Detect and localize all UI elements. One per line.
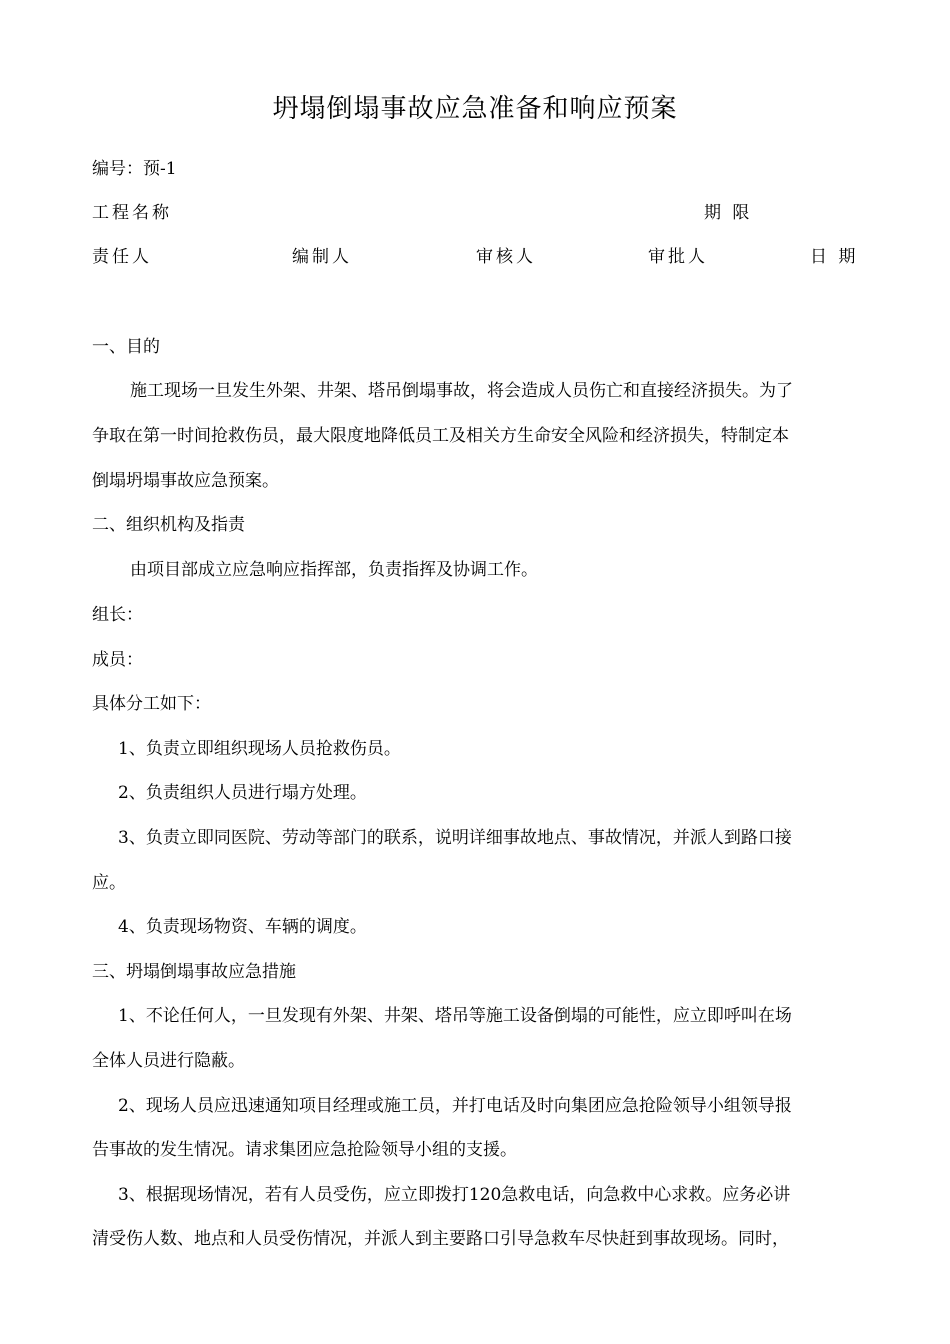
- responsible-label: 责任人: [92, 247, 152, 267]
- compiler-label: 编制人: [292, 247, 352, 267]
- paragraph-line: 由项目部成立应急响应指挥部，负责指挥及协调工作。: [130, 560, 538, 580]
- document-number: 编号：预-1: [92, 159, 177, 179]
- division-label: 具体分工如下：: [92, 694, 211, 714]
- list-item-continuation: 告事故的发生情况。请求集团应急抢险领导小组的支援。: [92, 1140, 517, 1160]
- list-item: 1、负责立即组织现场人员抢救伤员。: [118, 739, 401, 759]
- list-item-continuation: 全体人员进行隐蔽。: [92, 1051, 245, 1071]
- list-item-continuation: 应。: [92, 873, 126, 893]
- approver-label: 审批人: [648, 247, 708, 267]
- date-label: 日 期: [810, 247, 859, 267]
- section-heading-purpose: 一、目的: [92, 337, 160, 357]
- section-heading-organization: 二、组织机构及指责: [92, 515, 245, 535]
- section-heading-measures: 三、坍塌倒塌事故应急措施: [92, 962, 296, 982]
- document-title: 坍塌倒塌事故应急准备和响应预案: [272, 94, 678, 124]
- list-item: 1、不论任何人，一旦发现有外架、井架、塔吊等施工设备倒塌的可能性，应立即呼叫在场: [118, 1006, 792, 1026]
- list-item: 3、负责立即同医院、劳动等部门的联系，说明详细事故地点、事故情况，并派人到路口接: [118, 828, 792, 848]
- paragraph-line: 倒塌坍塌事故应急预案。: [92, 471, 279, 491]
- paragraph-line: 争取在第一时间抢救伤员，最大限度地降低员工及相关方生命安全风险和经济损失，特制定本: [92, 426, 789, 446]
- list-item-continuation: 清受伤人数、地点和人员受伤情况，并派人到主要路口引导急救车尽快赶到事故现场。同时，: [92, 1229, 789, 1249]
- leader-label: 组长：: [92, 605, 143, 625]
- list-item: 2、负责组织人员进行塌方处理。: [118, 783, 367, 803]
- members-label: 成员：: [92, 650, 143, 670]
- period-label: 期 限: [704, 203, 753, 223]
- list-item: 2、现场人员应迅速通知项目经理或施工员，并打电话及时向集团应急抢险领导小组领导报: [118, 1096, 792, 1116]
- project-name-label: 工程名称: [92, 203, 172, 223]
- reviewer-label: 审核人: [476, 247, 536, 267]
- list-item: 3、根据现场情况，若有人员受伤，应立即拨打120急救电话，向急救中心求救。应务必讲: [118, 1185, 791, 1205]
- list-item: 4、负责现场物资、车辆的调度。: [118, 917, 367, 937]
- paragraph-line: 施工现场一旦发生外架、井架、塔吊倒塌事故，将会造成人员伤亡和直接经济损失。为了: [130, 381, 793, 401]
